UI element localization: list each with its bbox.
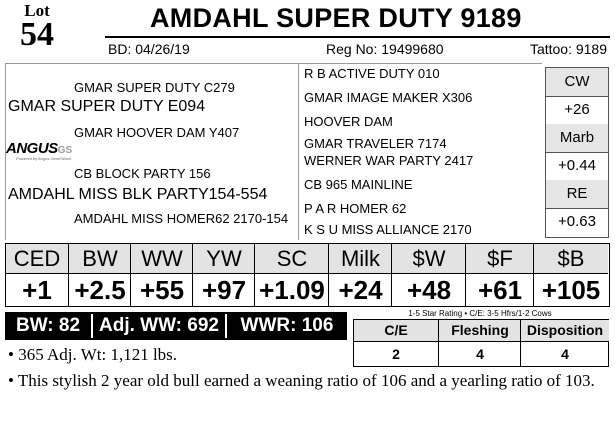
epd-value: +97 [201,275,247,305]
adjusted-weaning-weight: Adj. WW: 692 [99,315,219,336]
epd-value: +55 [139,275,185,305]
logo-tagline: Powered by Angus GeneSelect [16,156,72,161]
pedigree-ancestor: GMAR IMAGE MAKER X306 [304,90,473,105]
animal-name: AMDAHL SUPER DUTY 9189 [150,3,522,33]
epd-header: BW [69,244,131,274]
pedigree-ancestor: R B ACTIVE DUTY 010 [304,66,440,81]
sire: GMAR SUPER DUTY E094 [8,98,206,115]
rating-value: 4 [476,346,484,362]
epd-column [68,244,131,306]
pedigree-ancestor: CB 965 MAINLINE [304,177,413,192]
rating-column [438,320,521,366]
header-rule [105,36,610,38]
marb-label: Marb [546,124,608,153]
rating-value: 4 [561,346,569,362]
birth-weight: BW: 82 [15,315,81,336]
rating-column [520,320,609,366]
logo-word: ANGUS [6,140,58,157]
pedigree-ancestor: P A R HOMER 62 [304,201,407,216]
epd-column [254,244,329,306]
re-value: +0.63 [558,213,596,230]
carcass-epd-box [545,67,609,238]
sire-sire: GMAR SUPER DUTY C279 [74,80,235,95]
epd-header: Milk [329,244,392,274]
epd-header: SC [255,244,329,274]
lot-label: Lot [24,1,50,20]
epd-table [5,243,610,307]
dam-dam: AMDAHL MISS HOMER62 2170-154 [74,211,289,226]
cw-value: +26 [546,96,608,125]
rating-header: Fleshing [439,320,521,342]
logo-suffix: GS [57,145,73,156]
epd-column [328,244,392,306]
weights-bar [5,312,347,340]
rating-table [353,319,609,367]
note-adjusted-weight: • 365 Adj. Wt: 1,121 lbs. [8,345,178,364]
sire-dam: GMAR HOOVER DAM Y407 [74,125,240,140]
lot-number: 54 [20,16,54,53]
epd-value: +1.09 [259,275,325,305]
angus-gs-logo [6,140,76,162]
rating-header: C/E [354,320,438,342]
epd-header: CED [6,244,68,274]
marb-value: +0.44 [546,152,608,181]
epd-header: WW [131,244,193,274]
epd-header: $F [466,244,534,274]
epd-column [391,244,466,306]
epd-column [130,244,193,306]
pedigree-ancestor: GMAR TRAVELER 7174 [304,136,447,151]
birth-date: BD: 04/26/19 [108,41,190,57]
note-description: • This stylish 2 year old bull earned a weaning ratio of 106 and a yearling ratio of 103. [8,371,595,390]
rating-header: Disposition [521,320,609,342]
registration-number: Reg No: 19499680 [326,41,444,57]
epd-value: +105 [541,275,601,305]
epd-header: $B [534,244,608,274]
epd-value: +61 [477,275,523,305]
re-label: RE [546,180,608,209]
epd-header: YW [193,244,255,274]
weaning-weight-ratio: WWR: 106 [240,315,334,336]
lot-badge [8,2,66,51]
dam: AMDAHL MISS BLK PARTY154-554 [8,186,268,203]
epd-header: $W [392,244,466,274]
pedigree-ancestor: WERNER WAR PARTY 2417 [304,153,474,168]
epd-column [533,244,608,306]
epd-value: +1 [22,275,52,305]
epd-value: +48 [406,275,452,305]
pedigree-ancestor: K S U MISS ALLIANCE 2170 [304,222,472,237]
dam-sire: CB BLOCK PARTY 156 [74,166,211,181]
epd-column [6,244,68,306]
epd-value: +2.5 [74,275,126,305]
tattoo: Tattoo: 9189 [529,41,607,57]
epd-column [192,244,255,306]
epd-column [465,244,534,306]
rating-column [354,320,438,366]
epd-value: +24 [338,275,383,305]
pedigree-ancestor: HOOVER DAM [304,114,393,129]
rating-value: 2 [392,346,400,362]
rating-note: 1-5 Star Rating • C/E: 3-5 Hfrs/1-2 Cows [408,309,552,318]
cw-label: CW [546,68,608,97]
